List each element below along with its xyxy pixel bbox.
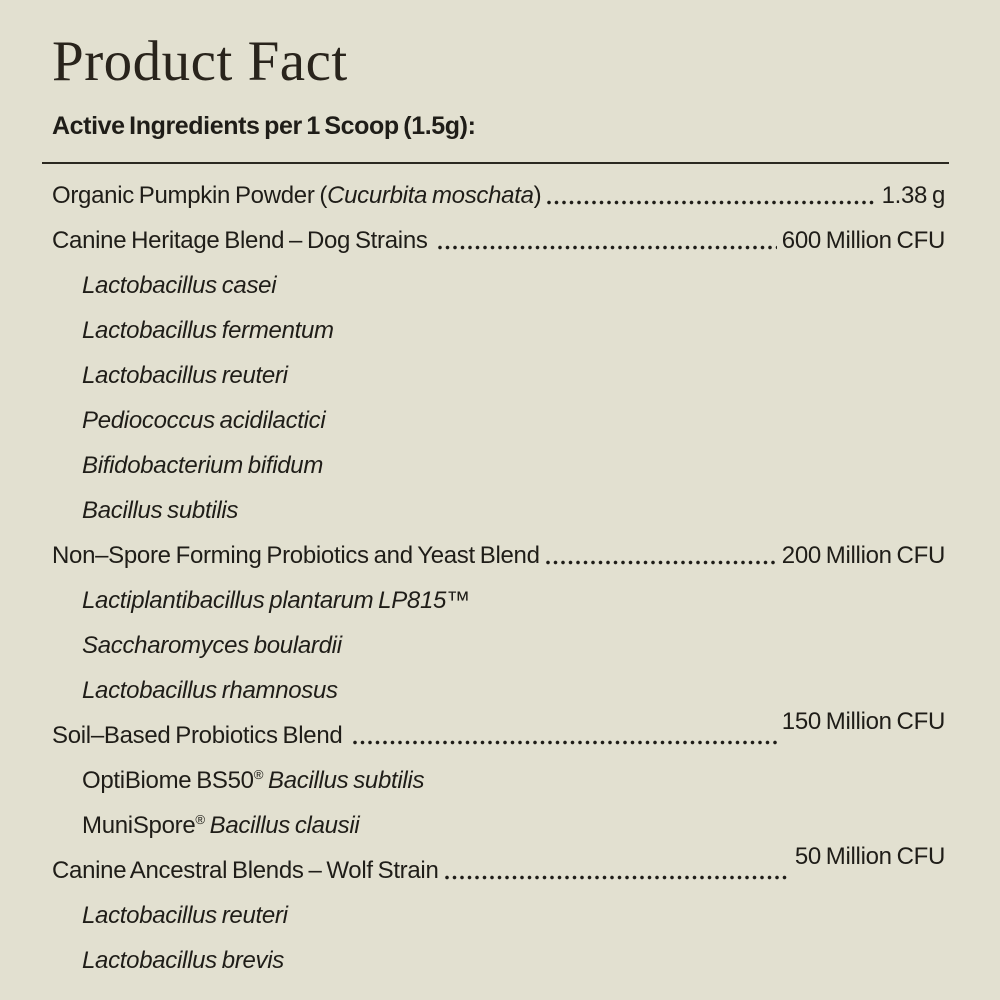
dotted-leader <box>437 243 776 252</box>
ingredient-amount: 600 Million CFU <box>781 226 945 254</box>
text-segment: ) <box>533 181 542 209</box>
sub-ingredient-name <box>82 496 238 526</box>
text-segment: Pediococcus acidilactici <box>82 406 326 434</box>
sub-ingredient-name <box>82 271 276 301</box>
text-segment: MuniSpore <box>82 811 196 839</box>
text-segment: Bacillus clausii <box>209 811 360 839</box>
sub-ingredient-name <box>82 676 338 706</box>
text-segment: Canine Heritage Blend – Dog Strains <box>52 226 433 254</box>
sub-ingredient-row <box>52 406 945 436</box>
text-segment: Bacillus subtilis <box>268 766 425 794</box>
sub-ingredient-row <box>52 811 945 841</box>
sub-ingredient-name <box>82 586 470 616</box>
text-segment: Lactobacillus brevis <box>82 946 284 974</box>
ingredient-amount: 200 Million CFU <box>781 541 945 569</box>
sub-ingredient-row <box>52 676 945 706</box>
sub-ingredient-row <box>52 901 945 931</box>
sub-ingredient-row <box>52 586 945 616</box>
text-segment: Lactobacillus reuteri <box>82 361 288 389</box>
sub-ingredient-row <box>52 496 945 526</box>
text-segment: Bacillus subtilis <box>82 496 239 524</box>
ingredient-amount: 50 Million CFU <box>794 842 945 870</box>
dotted-leader <box>352 738 776 747</box>
ingredient-row <box>52 226 945 256</box>
ingredient-name <box>52 541 540 571</box>
text-segment: Canine Ancestral Blends – Wolf Strain <box>52 856 439 884</box>
ingredient-amount: 1.38 g <box>881 181 945 209</box>
active-ingredients-heading: Active Ingredients per 1 Scoop (1.5g): <box>52 111 476 140</box>
sub-ingredient-name <box>82 901 288 931</box>
text-segment: OptiBiome BS50 <box>82 766 254 794</box>
sub-ingredient-row <box>52 766 945 796</box>
text-segment: Lactobacillus reuteri <box>82 901 288 929</box>
sub-ingredient-row <box>52 946 945 976</box>
ingredient-name <box>52 856 439 886</box>
text-segment: Bifidobacterium bifidum <box>82 451 324 479</box>
text-segment: ® <box>253 766 264 782</box>
sub-ingredient-name <box>82 451 323 481</box>
text-segment: Organic Pumpkin Powder ( <box>52 181 328 209</box>
text-segment: Lactobacillus rhamnosus <box>82 676 338 704</box>
sub-ingredient-name <box>82 316 334 346</box>
ingredient-name <box>52 181 541 211</box>
ingredient-row <box>52 842 945 886</box>
page-title: Product Fact <box>52 30 348 93</box>
ingredient-row <box>52 541 945 571</box>
ingredients-list <box>52 181 945 976</box>
sub-ingredient-name <box>82 406 325 436</box>
text-segment: Non–Spore Forming Probiotics and Yeast Blend <box>52 541 540 569</box>
divider-rule <box>42 162 949 164</box>
sub-ingredient-name <box>82 361 288 391</box>
sub-ingredient-row <box>52 271 945 301</box>
sub-ingredient-row <box>52 316 945 346</box>
text-segment: Lactobacillus casei <box>82 271 277 299</box>
text-segment: Cucurbita moschata <box>327 181 534 209</box>
sub-ingredient-name <box>82 811 359 841</box>
text-segment: Lactobacillus fermentum <box>82 316 334 344</box>
ingredient-amount: 150 Million CFU <box>781 707 945 735</box>
sub-ingredient-row <box>52 451 945 481</box>
sub-ingredient-row <box>52 631 945 661</box>
dotted-leader <box>545 558 777 567</box>
ingredient-name <box>52 226 432 256</box>
text-segment: Soil–Based Probiotics Blend <box>52 721 348 749</box>
ingredient-row <box>52 707 945 751</box>
sub-ingredient-row <box>52 361 945 391</box>
text-segment: ® <box>195 811 205 827</box>
dotted-leader <box>546 198 876 207</box>
sub-ingredient-name <box>82 946 284 976</box>
dotted-leader <box>444 873 790 882</box>
ingredient-row <box>52 181 945 211</box>
ingredient-name <box>52 721 347 751</box>
sub-ingredient-name <box>82 766 424 796</box>
sub-ingredient-name <box>82 631 342 661</box>
text-segment: Lactiplantibacillus plantarum LP815™ <box>82 586 470 614</box>
text-segment: Saccharomyces boulardii <box>82 631 342 659</box>
